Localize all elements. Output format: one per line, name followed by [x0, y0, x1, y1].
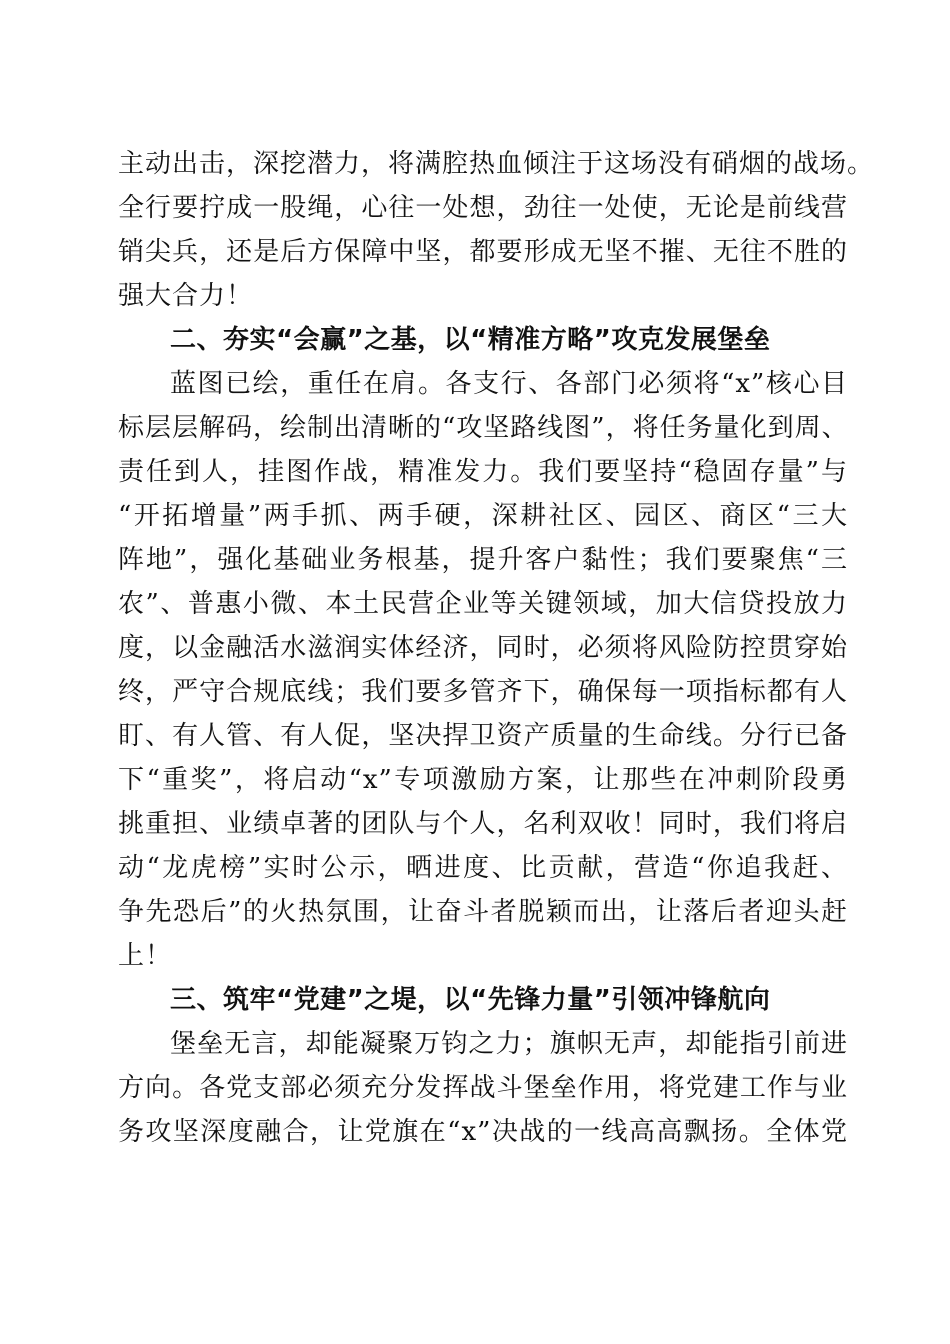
- paragraph-line: 主动出击，深挖潜力，将满腔热血倾注于这场没有硝烟的战场。: [118, 149, 875, 179]
- paragraph-line: 下“重奖”，将启动“x”专项激励方案，让那些在冲刺阶段勇: [118, 765, 848, 795]
- paragraph-line: 农”、普惠小微、本土民营企业等关键领域，加大信贷投放力: [118, 589, 848, 619]
- paragraph-line: 标层层解码，绘制出清晰的“攻坚路线图”，将任务量化到周、: [118, 413, 849, 443]
- paragraph-line: 方向。各党支部必须充分发挥战斗堡垒作用，将党建工作与业: [118, 1073, 848, 1103]
- paragraph-line: 堡垒无言，却能凝聚万钧之力；旗帜无声，却能指引前进: [170, 1029, 848, 1059]
- section-heading-3: 三、筑牢“党建”之堤，以“先锋力量”引领冲锋航向: [170, 985, 771, 1015]
- paragraph-line: “开拓增量”两手抓、两手硬，深耕社区、园区、商区“三大: [118, 501, 848, 531]
- paragraph-line: 务攻坚深度融合，让党旗在“x”决战的一线高高飘扬。全体党: [118, 1117, 848, 1147]
- paragraph-line: 全行要拧成一股绳，心往一处想，劲往一处使，无论是前线营: [118, 193, 848, 223]
- paragraph-line: 上！: [118, 941, 173, 971]
- paragraph-line: 动“龙虎榜”实时公示，晒进度、比贡献，营造“你追我赶、: [118, 853, 848, 883]
- paragraph-line: 挑重担、业绩卓著的团队与个人，名利双收！同时，我们将启: [118, 809, 848, 839]
- paragraph-line: 争先恐后”的火热氛围，让奋斗者脱颖而出，让落后者迎头赶: [118, 897, 848, 927]
- paragraph-line: 销尖兵，还是后方保障中坚，都要形成无坚不摧、无往不胜的: [118, 237, 848, 267]
- paragraph-line: 终，严守合规底线；我们要多管齐下，确保每一项指标都有人: [118, 677, 848, 707]
- paragraph-line: 阵地”，强化基础业务根基，提升客户黏性；我们要聚焦“三: [118, 545, 848, 575]
- paragraph-line: 盯、有人管、有人促，坚决捍卫资产质量的生命线。分行已备: [118, 721, 848, 751]
- paragraph-line: 强大合力！: [118, 281, 254, 311]
- paragraph-line: 蓝图已绘，重任在肩。各支行、各部门必须将“x”核心目: [170, 369, 848, 399]
- paragraph-line: 度，以金融活水滋润实体经济，同时，必须将风险防控贯穿始: [118, 633, 848, 663]
- section-heading-2: 二、夯实“会赢”之基，以“精准方略”攻克发展堡垒: [170, 325, 771, 355]
- paragraph-line: 责任到人，挂图作战，精准发力。我们要坚持“稳固存量”与: [118, 457, 848, 487]
